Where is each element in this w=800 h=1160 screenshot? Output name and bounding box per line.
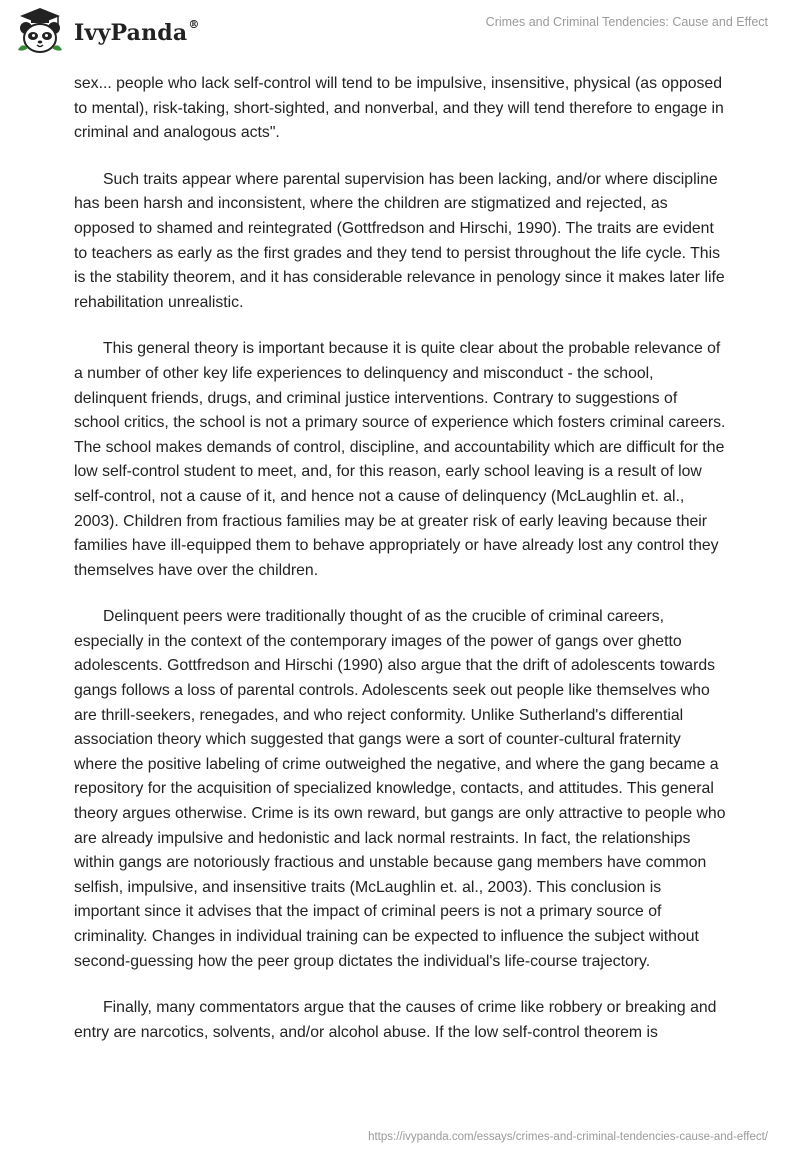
paragraph-1: sex... people who lack self-control will tend to be impulsive, insensitive, physical (as opposed to mental), risk-taking, short-sighted, and nonverbal, and they will tend therefore to engage in criminal and analogous acts". — [74, 75, 724, 142]
source-url[interactable]: https://ivypanda.com/essays/crimes-and-criminal-tendencies-cause-and-effect/ — [368, 1131, 768, 1143]
panda-graduate-icon — [14, 6, 66, 56]
essay-body — [74, 72, 726, 1067]
ivypanda-logo[interactable] — [14, 6, 200, 56]
paragraph-2: Such traits appear where parental supervision has been lacking, and/or where discipline has been harsh and inconsistent, where the children are stigmatized and rejected, as opposed to shamed and reintegrated (Gottfredson and Hirschi, 1990). The traits are evident to teachers as early as the first grades and they tend to persist throughout the life cycle. This is the stability theorem, and it has considerable relevance in penology since it makes later life rehabilitation unrealistic. — [74, 170, 725, 311]
paragraph-4: Delinquent peers were traditionally thought of as the crucible of criminal careers, especially in the context of the contemporary images of the power of gangs over ghetto adolescents. Gottfredson and Hirschi (1990) also argue that the drift of adolescents towards gangs follows a loss of parental controls. Adolescents seek out people like themselves who are thrill-seekers, renegades, and who reject conformity. Unlike Sutherland's differential association theory which suggested that gangs were a sort of counter-cultural fraternity where the positive labeling of crime outweighed the negative, and where the gang became a repository for the acquisition of specialized knowledge, contacts, and attitudes. This general theory argues otherwise. Crime is its own reward, but gangs are only attractive to people who are already impulsive and hedonistic and lack normal restraints. In fact, the relationships within gangs are notoriously fractious and unstable because gang members have common selfish, impulsive, and insensitive traits (McLaughlin et. al., 2003). This conclusion is important since it advises that the impact of criminal peers is not a primary source of criminality. Changes in individual training can be expected to influence the subject without second-guessing how the peer group dictates the individual's life-course trajectory. — [74, 608, 726, 970]
page-header — [0, 0, 800, 70]
registered-mark: ® — [188, 17, 200, 31]
brand-name — [74, 17, 200, 46]
paragraph-3: This general theory is important because it is quite clear about the probable relevance of a number of other key life experiences to delinquency and misconduct - the school, delinquent friends, drugs, and criminal justice interventions. Contrary to suggestions of school critics, the school is not a primary source of experience which fosters criminal careers. The school makes demands of control, discipline, and accountability which are difficult for the low self-control student to meet, and, for this reason, early school leaving is a result of low self-control, not a cause of it, and hence not a cause of delinquency (McLaughlin et. al., 2003). Children from fractious families may be at greater risk of early leaving because their families have ill-equipped them to behave appropriately or have already lost any control they themselves have over the children. — [74, 340, 726, 579]
document-title: Crimes and Criminal Tendencies: Cause and Effect — [485, 15, 768, 29]
brand-text: IvyPanda — [74, 20, 188, 46]
paragraph-5: Finally, many commentators argue that the causes of crime like robbery or breaking and entry are narcotics, solvents, and/or alcohol abuse. If the low self-control theorem is — [74, 999, 717, 1041]
